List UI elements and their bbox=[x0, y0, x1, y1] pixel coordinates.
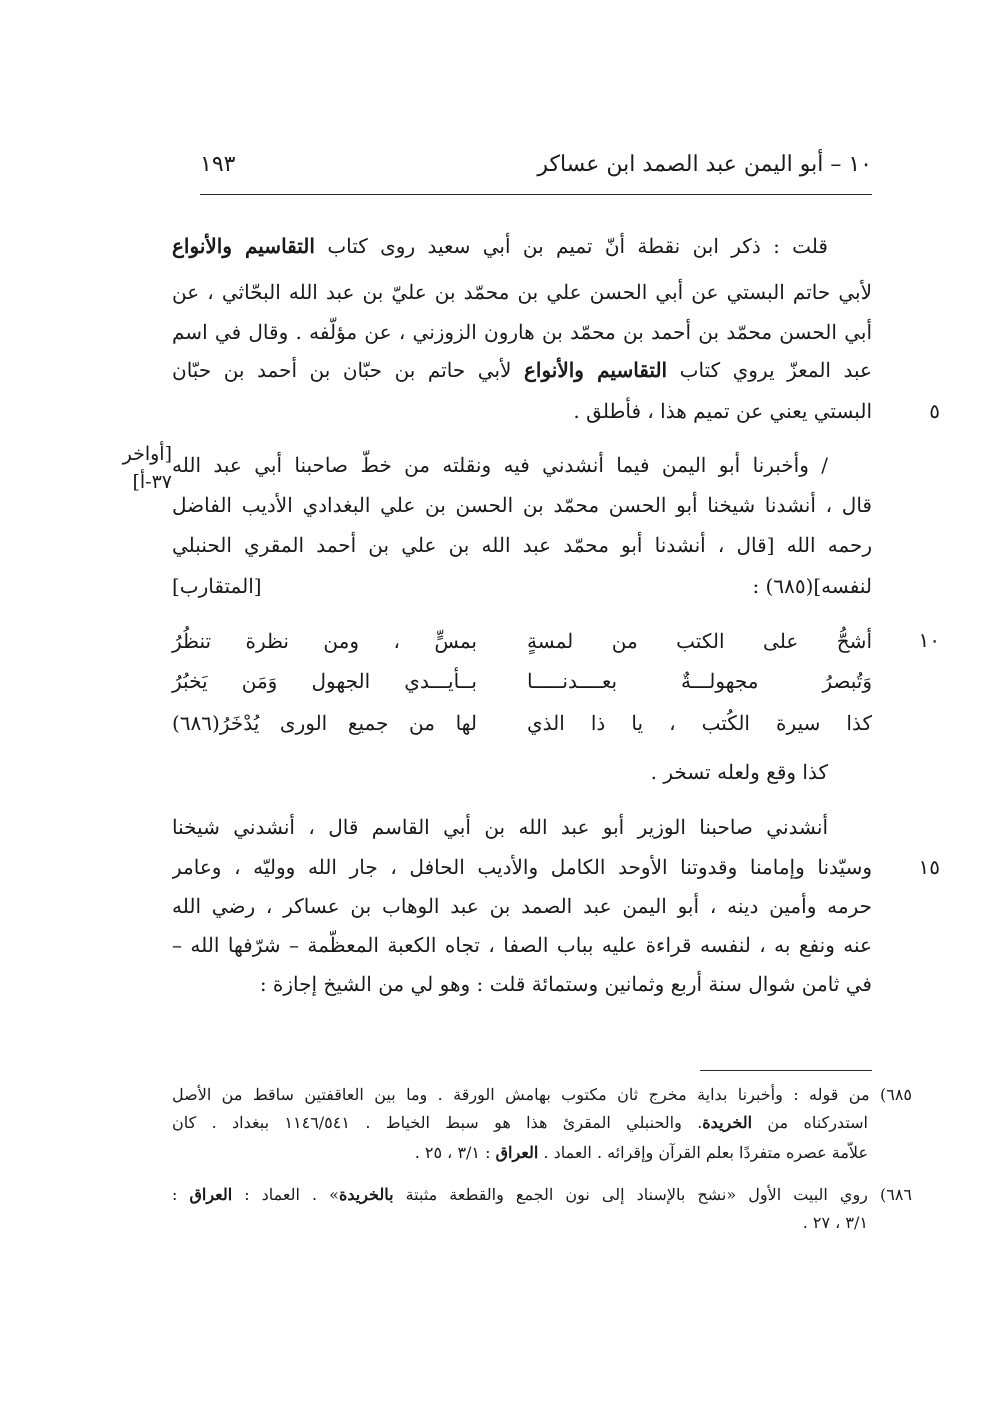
verse-1 bbox=[172, 626, 872, 656]
footnote-685-line-1 bbox=[172, 1082, 912, 1108]
text-line-5: البستي يعني عن تميم هذا ، فأطلق . bbox=[573, 399, 872, 423]
footnote-number: ٦٨٥) bbox=[879, 1085, 912, 1104]
text-line-13: كذا وقع ولعله تسخر . bbox=[650, 760, 828, 784]
line-number-10: ١٠ bbox=[918, 628, 940, 652]
page-number: ١٩٣ bbox=[200, 152, 236, 177]
page-header bbox=[200, 152, 872, 192]
text-line-17: عنه ونفع به ، لنفسه قراءة عليه بباب الصفا ، تجاه الكعبة المعظّمة – شرّفها الله – bbox=[172, 933, 872, 957]
book-title: التقاسيم والأنواع bbox=[172, 234, 315, 258]
margin-note-line-2: ٣٧-أ] bbox=[132, 471, 172, 493]
poem-intro: لنفسه](٦٨٥) : bbox=[752, 574, 872, 598]
text-span: : ٣/١ ، ٢٥ . bbox=[414, 1143, 496, 1162]
verse-1-second-hemistich: بمسٍّ ، ومن نظرة تنظُرُ bbox=[172, 629, 477, 653]
text-line-2: لأبي حاتم البستي عن أبي الحسن علي بن محمّد بن عليّ بن عبد الله البحّاثي ، عن bbox=[172, 280, 872, 304]
verse-3-first-hemistich: كذا سيرة الكُتب ، يا ذا الذي bbox=[527, 711, 872, 735]
verse-2-first-hemistich: وَتُبصرُ مجهولـــةٌ بعــــدنـــــا bbox=[527, 669, 872, 693]
book-title: التقاسيم والأنواع bbox=[523, 358, 668, 382]
text-span: : bbox=[172, 1185, 190, 1204]
text-line-6: / وأخبرنا أبو اليمن فيما أنشدني فيه ونقلته من خطّ صاحبنا أبي عبد الله bbox=[172, 453, 828, 477]
verse-3 bbox=[172, 708, 872, 738]
footnote-686-line-1 bbox=[172, 1182, 912, 1208]
book-title: بالخريدة bbox=[338, 1185, 394, 1204]
text-line-14: أنشدني صاحبنا الوزير أبو عبد الله بن أبي القاسم قال ، أنشدني شيخنا bbox=[172, 815, 828, 839]
meter-label: [المتقارب] bbox=[172, 574, 262, 598]
text-line-3: أبي الحسن محمّد بن أحمد بن محمّد بن هارون الزوزني ، عن مؤلّفه . وقال في اسم bbox=[172, 320, 872, 344]
margin-note-line-1: [أواخر bbox=[122, 443, 172, 465]
text-line-7: قال ، أنشدنا شيخنا أبو الحسن محمّد بن الحسن بن علي البغدادي الأديب الفاضل bbox=[172, 493, 872, 517]
text-span: روي البيت الأول «نشح بالإسناد إلى نون الجمع والقطعة مثبتة bbox=[393, 1185, 868, 1204]
text-span: استدركناه من bbox=[752, 1113, 868, 1132]
line-number-15: ١٥ bbox=[918, 855, 940, 879]
text-span: لأبي حاتم بن حبّان بن أحمد بن حبّان bbox=[172, 358, 524, 382]
footnote-686-line-2: ٣/١ ، ٢٧ . bbox=[802, 1213, 868, 1232]
footnote-685-line-3 bbox=[172, 1140, 868, 1166]
text-line-16: حرمه وأمين دينه ، أبو اليمن عبد الصمد بن عبد الوهاب بن عساكر ، رضي الله bbox=[172, 894, 872, 918]
verse-1-first-hemistich: أشحُّ على الكتب من لمسةٍ bbox=[527, 629, 872, 653]
book-title: العراق bbox=[189, 1185, 233, 1204]
text-span: قلت : ذكر ابن نقطة أنّ تميم بن أبي سعيد روى كتاب bbox=[314, 234, 828, 258]
running-title: ١٠ – أبو اليمن عبد الصمد ابن عساكر bbox=[537, 152, 872, 177]
text-span: عبد المعزّ يروي كتاب bbox=[667, 358, 872, 382]
text-span: علاّمة عصره متفردًا بعلم القرآن وإقرائه . العماد . bbox=[538, 1143, 868, 1162]
footnote-number: ٦٨٦) bbox=[879, 1185, 912, 1204]
margin-note bbox=[110, 440, 172, 496]
line-number-5: ٥ bbox=[929, 399, 940, 423]
text-line-15: وسيّدنا وإمامنا وقدوتنا الأوحد الكامل والأديب الحافل ، جار الله ووليّه ، وعامر bbox=[172, 855, 872, 879]
book-title: العراق bbox=[495, 1143, 539, 1162]
text-span: من قوله : وأخبرنا بداية مخرج ثان مكتوب بهامش الورقة . وما بين العاقفتين ساقط من الأصل bbox=[172, 1085, 870, 1104]
footnote-685-line-2 bbox=[172, 1110, 868, 1136]
text-line-8: رحمه الله [قال ، أنشدنا أبو محمّد عبد الله بن علي بن أحمد المقري الحنبلي bbox=[172, 533, 872, 557]
text-span: » . العماد : bbox=[232, 1185, 339, 1204]
verse-2-second-hemistich: بــأيـــدي الجهول وَمَن يَخبُرُ bbox=[172, 669, 477, 693]
header-rule bbox=[200, 194, 872, 195]
text-line-4 bbox=[172, 355, 872, 385]
footnote-rule bbox=[700, 1070, 872, 1071]
verse-2 bbox=[172, 666, 872, 696]
book-title: الخريدة bbox=[702, 1113, 753, 1132]
text-span: . والحنبلي المقرئ هذا هو سبط الخياط . ١١٤٦/٥٤١ ببغداد . كان bbox=[172, 1113, 703, 1132]
text-line-18: في ثامن شوال سنة أربع وثمانين وستمائة قلت : وهو لي من الشيخ إجازة : bbox=[259, 972, 872, 996]
text-line-1 bbox=[172, 231, 872, 261]
verse-3-second-hemistich: لها من جميع الورى يُدْخَرُ(٦٨٦) bbox=[172, 711, 477, 735]
